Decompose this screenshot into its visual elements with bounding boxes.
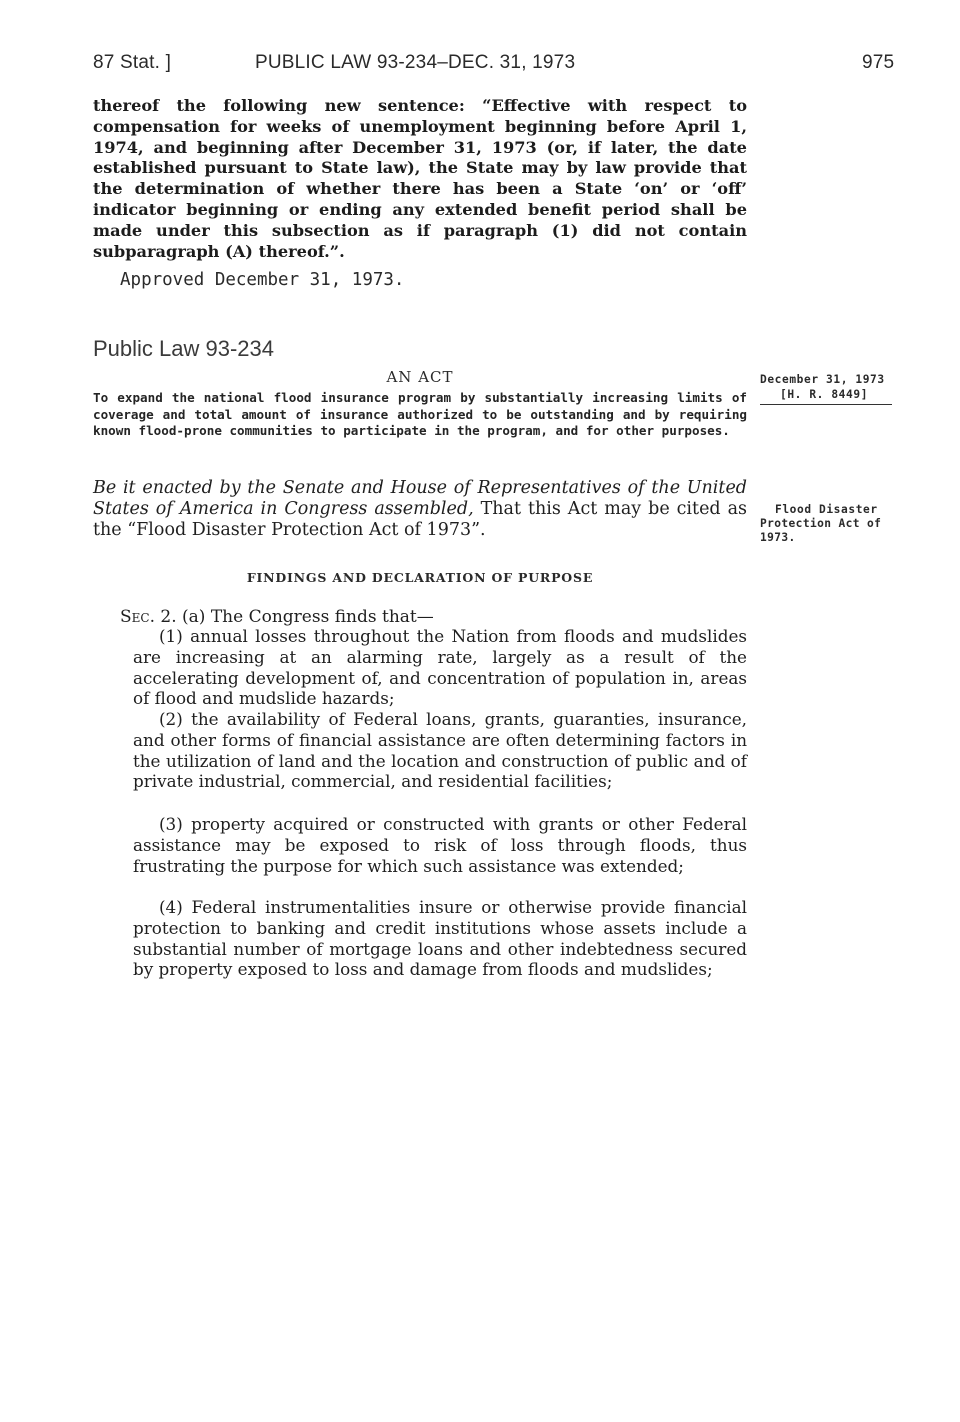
page-number: 975	[862, 52, 895, 73]
public-law-title: Public Law 93-234	[93, 336, 275, 361]
enacting-clause-plain: That this Act may be cited as the “Flood Disaster Protection Act of 1973”.	[93, 499, 747, 540]
finding-paragraph-1: (1) annual losses throughout the Nation from floods and mudslides are increasing at an alarming rate, largely as a result of the accelerating development of, and concentration of population in, areas of flood and mudslide hazards;	[133, 626, 747, 709]
continuation-paragraph: thereof the following new sentence: “Effective with respect to compensation for weeks of unemployment beginning before April 1, 1974, and beginning after December 31, 1973 (or, if later, the date established pursuant to State law), the State may by law provide that the determination of whether there has been a State ‘on’ or ‘off’ indicator beginning or ending any extended benefit period shall be made under this subsection as if paragraph (1) did not contain subparagraph (A) thereof.”.	[93, 96, 747, 261]
section-label: Sec. 2.	[120, 607, 177, 627]
margin-short-title-line-3: 1973.	[760, 531, 796, 544]
margin-date: December 31, 1973	[760, 373, 885, 386]
act-purpose: To expand the national flood insurance program by substantially increasing limits of coverage and total amount of insurance authorized to be outstanding and by requiring known flood-prone communities to participate in the program, and for other purposes.	[93, 390, 747, 439]
running-title: PUBLIC LAW 93-234–DEC. 31, 1973	[255, 52, 576, 73]
section-lead: (a) The Congress finds that—	[176, 607, 434, 627]
finding-paragraph-3: (3) property acquired or constructed with grants or other Federal assistance may be exposed to risk of loss through floods, thus frustrating the purpose for which such assistance was extended;	[133, 814, 747, 876]
margin-rule	[760, 404, 892, 405]
enacting-clause	[93, 478, 747, 541]
finding-paragraph-2: (2) the availability of Federal loans, grants, guaranties, insurance, and other forms of financial assistance are often determining factors in the utilization of land and the location and construction of public and of private industrial, commercial, and residential facilities;	[133, 709, 747, 792]
finding-paragraph-4: (4) Federal instrumentalities insure or otherwise provide financial protection to banking and credit institutions whose assets include a substantial number of mortgage loans and other indebtedness secured by property exposed to loss and damage from floods and mudslides;	[133, 897, 747, 980]
enacting-clause-italic: Be it enacted by the Senate and House of Representatives of the United States of America in Congress assembled,	[93, 478, 747, 519]
approval-date: Approved December 31, 1973.	[120, 270, 405, 290]
margin-short-title-line-2: Protection Act of	[760, 517, 882, 530]
section-heading	[120, 607, 434, 627]
margin-short-title-line-1: Flood Disaster	[775, 503, 878, 516]
an-act-heading: AN ACT	[386, 368, 454, 386]
findings-heading: FINDINGS AND DECLARATION OF PURPOSE	[246, 570, 594, 585]
margin-bill-number: [H. R. 8449]	[780, 388, 869, 401]
statute-volume: 87 Stat. ]	[93, 52, 172, 73]
